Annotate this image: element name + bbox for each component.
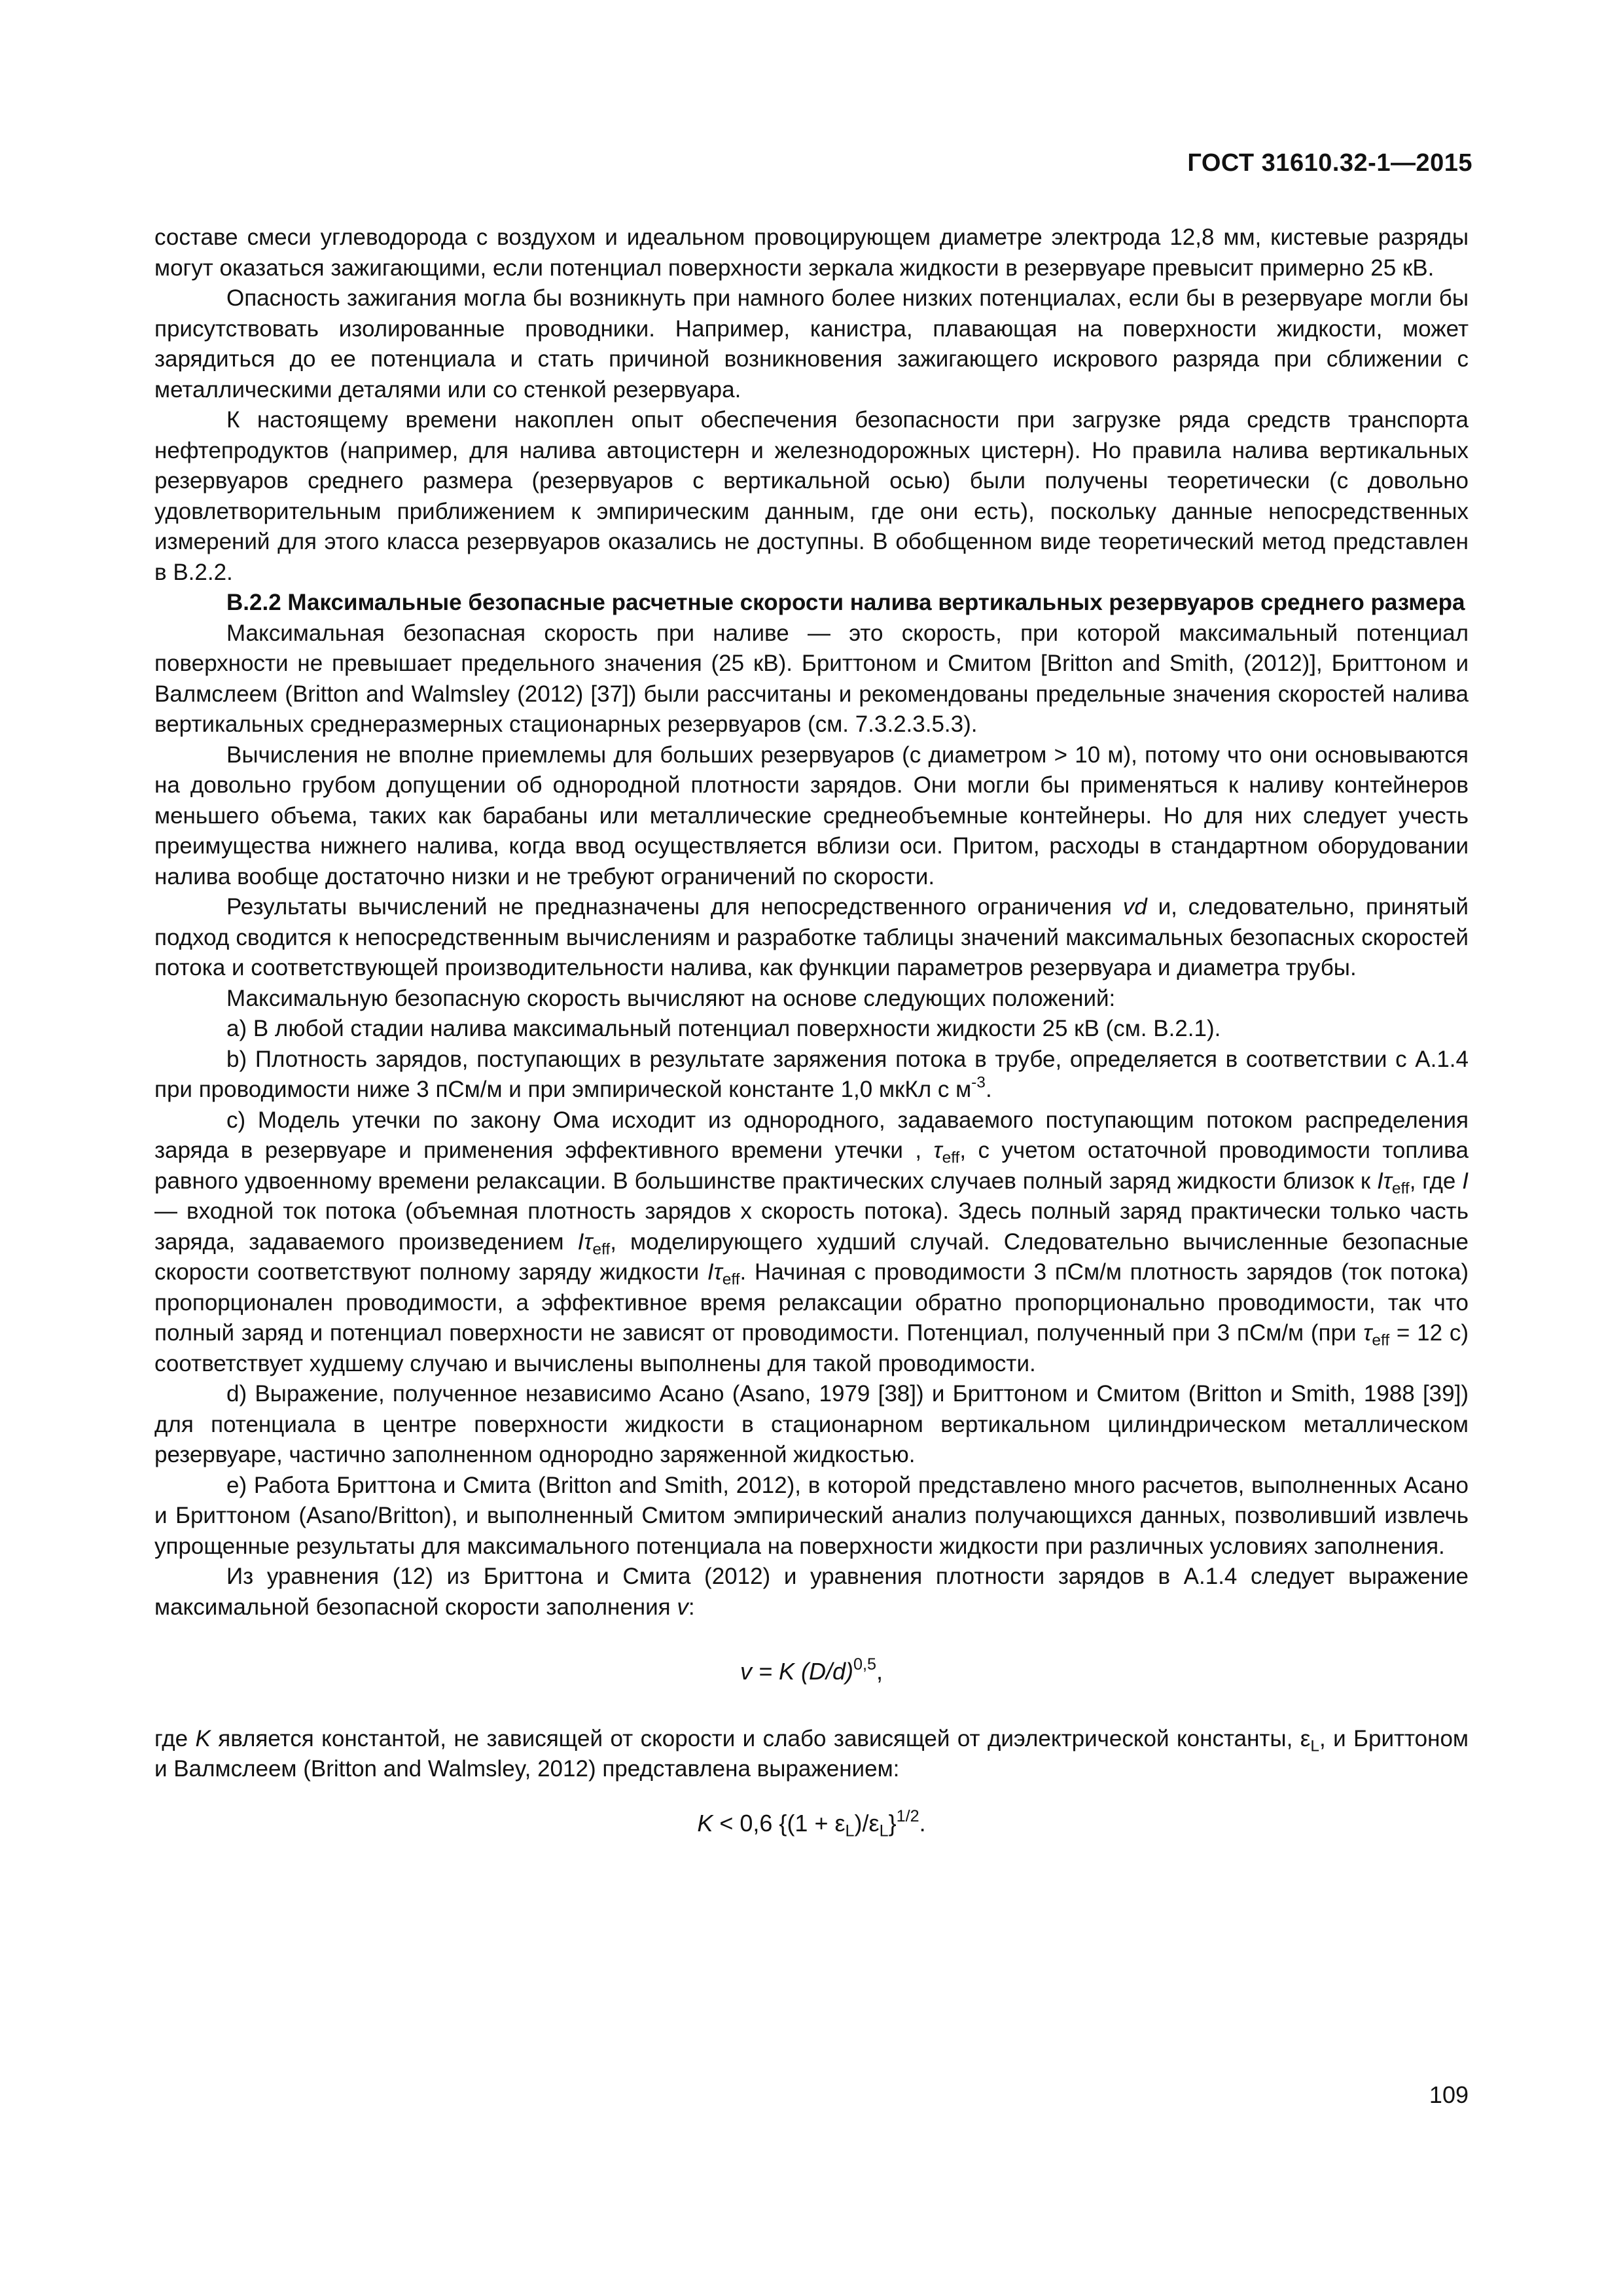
list-item: c) Модель утечки по закону Ома исходит из однородного, задаваемого поступающим потоком распределения заряда в резервуаре и применения эффективного времени утечки , $\tau_{eff}$, с учетом остаточной проводимости топлива равного удвоенному времени релаксации. В большинстве практических случаев полный заряд жидкости близок к $I\tau_{eff}$, где I — входной ток потока (объемная плотность зарядов х скорость потока). Здесь полный заряд практически только часть заряда, задаваемого произведением $I\tau_{eff}$, моделирующего худший случай. Следовательно вычисленные безопасные скорости соответствуют полному заряду жидкости $I\tau_{eff}$. Начиная с проводимости 3 пСм/м плотность зарядов (ток потока) пропорционален проводимости, а эффективное время релаксации обратно пропорционально проводимости, так что полный заряд и потенциал поверхности не зависят от проводимости. Потенциал, полученный при 3 пСм/м (при $\tau_{eff} = 12$ с) соответствует худшему случаю и вычислены выполнены для такой проводимости.: [154, 1107, 1469, 1376]
list-item: d) Выражение, полученное независимо Асано (Asano, 1979 [38]) и Бриттоном и Смитом (Britton и Smith, 1988 [39]) для потенциала в центре поверхности жидкости в стационарном вертикальном цилиндрическом металлическом резервуаре, частично заполненном однородно заряженной жидкостью.: [154, 1381, 1469, 1467]
paragraph: составе смеси углеводорода с воздухом и идеальном провоцирующем диаметре электрода 12,8 мм, кистевые разряды могут оказаться зажигающими, если потенциал поверхности зеркала жидкости в резервуаре превысит примерно 25 кВ.: [154, 224, 1469, 281]
formula-velocity: v = K $(D/d)^{0,5}$,: [740, 1655, 883, 1685]
formula-constant: K < 0,6 $\{(1 + \varepsilon_L)/\varepsilon_L\}^{1/2}$.: [697, 1806, 926, 1840]
paragraph: Результаты вычислений не предназначены для непосредственного ограничения vd и, следовательно, принятый подход сводится к непосредственным вычислениям и разработке таблицы значений максимальных безопасных скоростей потока и соответствующей производительности налива, как функции параметров резервуара и диаметра трубы.: [154, 894, 1469, 980]
paragraph: К настоящему времени накоплен опыт обеспечения безопасности при загрузке ряда средств транспорта нефтепродуктов (например, для налива автоцистерн и железнодорожных цистерн). Но правила налива вертикальных резервуаров среднего размера (резервуаров с вертикальной осью) были получены теоретически (с довольно удовлетворительным приближением к эмпирическим данным, где они есть), поскольку данные непосредственных измерений для этого класса резервуаров оказались не доступны. В обобщенном виде теоретический метод представлен в В.2.2.: [154, 407, 1469, 585]
paragraph: Опасность зажигания могла бы возникнуть при намного более низких потенциалах, если бы в резервуаре могли бы присутствовать изолированные проводники. Например, канистра, плавающая на поверхности жидкости, может зарядиться до ее потенциала и стать причиной возникновения зажигающего искрового разряда при сближении с металлическими деталями или со стенкой резервуара.: [154, 285, 1469, 403]
list-item: e) Работа Бриттона и Смита (Britton and Smith, 2012), в которой представлено много расчетов, выполненных Асано и Бриттоном (Asano/Britton), и выполненный Смитом эмпирический анализ получающихся данных, позволивший извлечь упрощенные результаты для максимального потенциала на поверхности жидкости при различных условиях заполнения.: [154, 1472, 1469, 1559]
paragraph: Максимальная безопасная скорость при наливе — это скорость, при которой максимальный потенциал поверхности не превышает предельного значения (25 кВ). Бриттоном и Смитом [Britton and Smith, (2012)], Бриттоном и Валмслеем (Britton and Walmsley (2012) [37]) были рассчитаны и рекомендованы предельные значения скоростей налива вертикальных среднеразмерных стационарных резервуаров (см. 7.3.2.3.5.3).: [154, 620, 1469, 737]
paragraph: где K является константой, не зависящей от скорости и слабо зависящей от диэлектрической константы, $\varepsilon_L$, и Бриттоном и Валмслеем (Britton and Walmsley, 2012) представлена выражением:: [154, 1725, 1469, 1782]
paragraph: Из уравнения (12) из Бриттона и Смита (2012) и уравнения плотности зарядов в А.1.4 следует выражение максимальной безопасной скорости заполнения v:: [154, 1564, 1469, 1620]
paragraph: Вычисления не вполне приемлемы для больших резервуаров (с диаметром > 10 м), потому что они основываются на довольно грубом допущении об однородной плотности зарядов. Они могли бы применяться к наливу контейнеров меньшего объема, таких как барабаны или металлические среднеобъемные контейнеры. Но для них следует учесть преимущества нижнего налива, когда ввод осуществляется вблизи оси. Притом, расходы в стандартном оборудовании налива вообще достаточно низки и не требуют ограничений по скорости.: [154, 742, 1469, 889]
document-body: [154, 223, 1469, 1875]
standard-code: ГОСТ 31610.32-1—2015: [1187, 149, 1472, 177]
list-item: b) Плотность зарядов, поступающих в результате заряжения потока в трубе, определяется в соответствии с А.1.4 при проводимости ниже 3 пСм/м и при эмпирической константе 1,0 мкКл с $м^{-3}$.: [154, 1046, 1469, 1102]
section-heading: В.2.2 Максимальные безопасные расчетные скорости налива вертикальных резервуаров среднего размера: [226, 590, 1465, 615]
page-number: 109: [1429, 2081, 1469, 2108]
paragraph: Максимальную безопасную скорость вычисляют на основе следующих положений:: [226, 985, 1116, 1011]
list-item: a) В любой стадии налива максимальный потенциал поверхности жидкости 25 кВ (см. В.2.1).: [226, 1016, 1221, 1041]
